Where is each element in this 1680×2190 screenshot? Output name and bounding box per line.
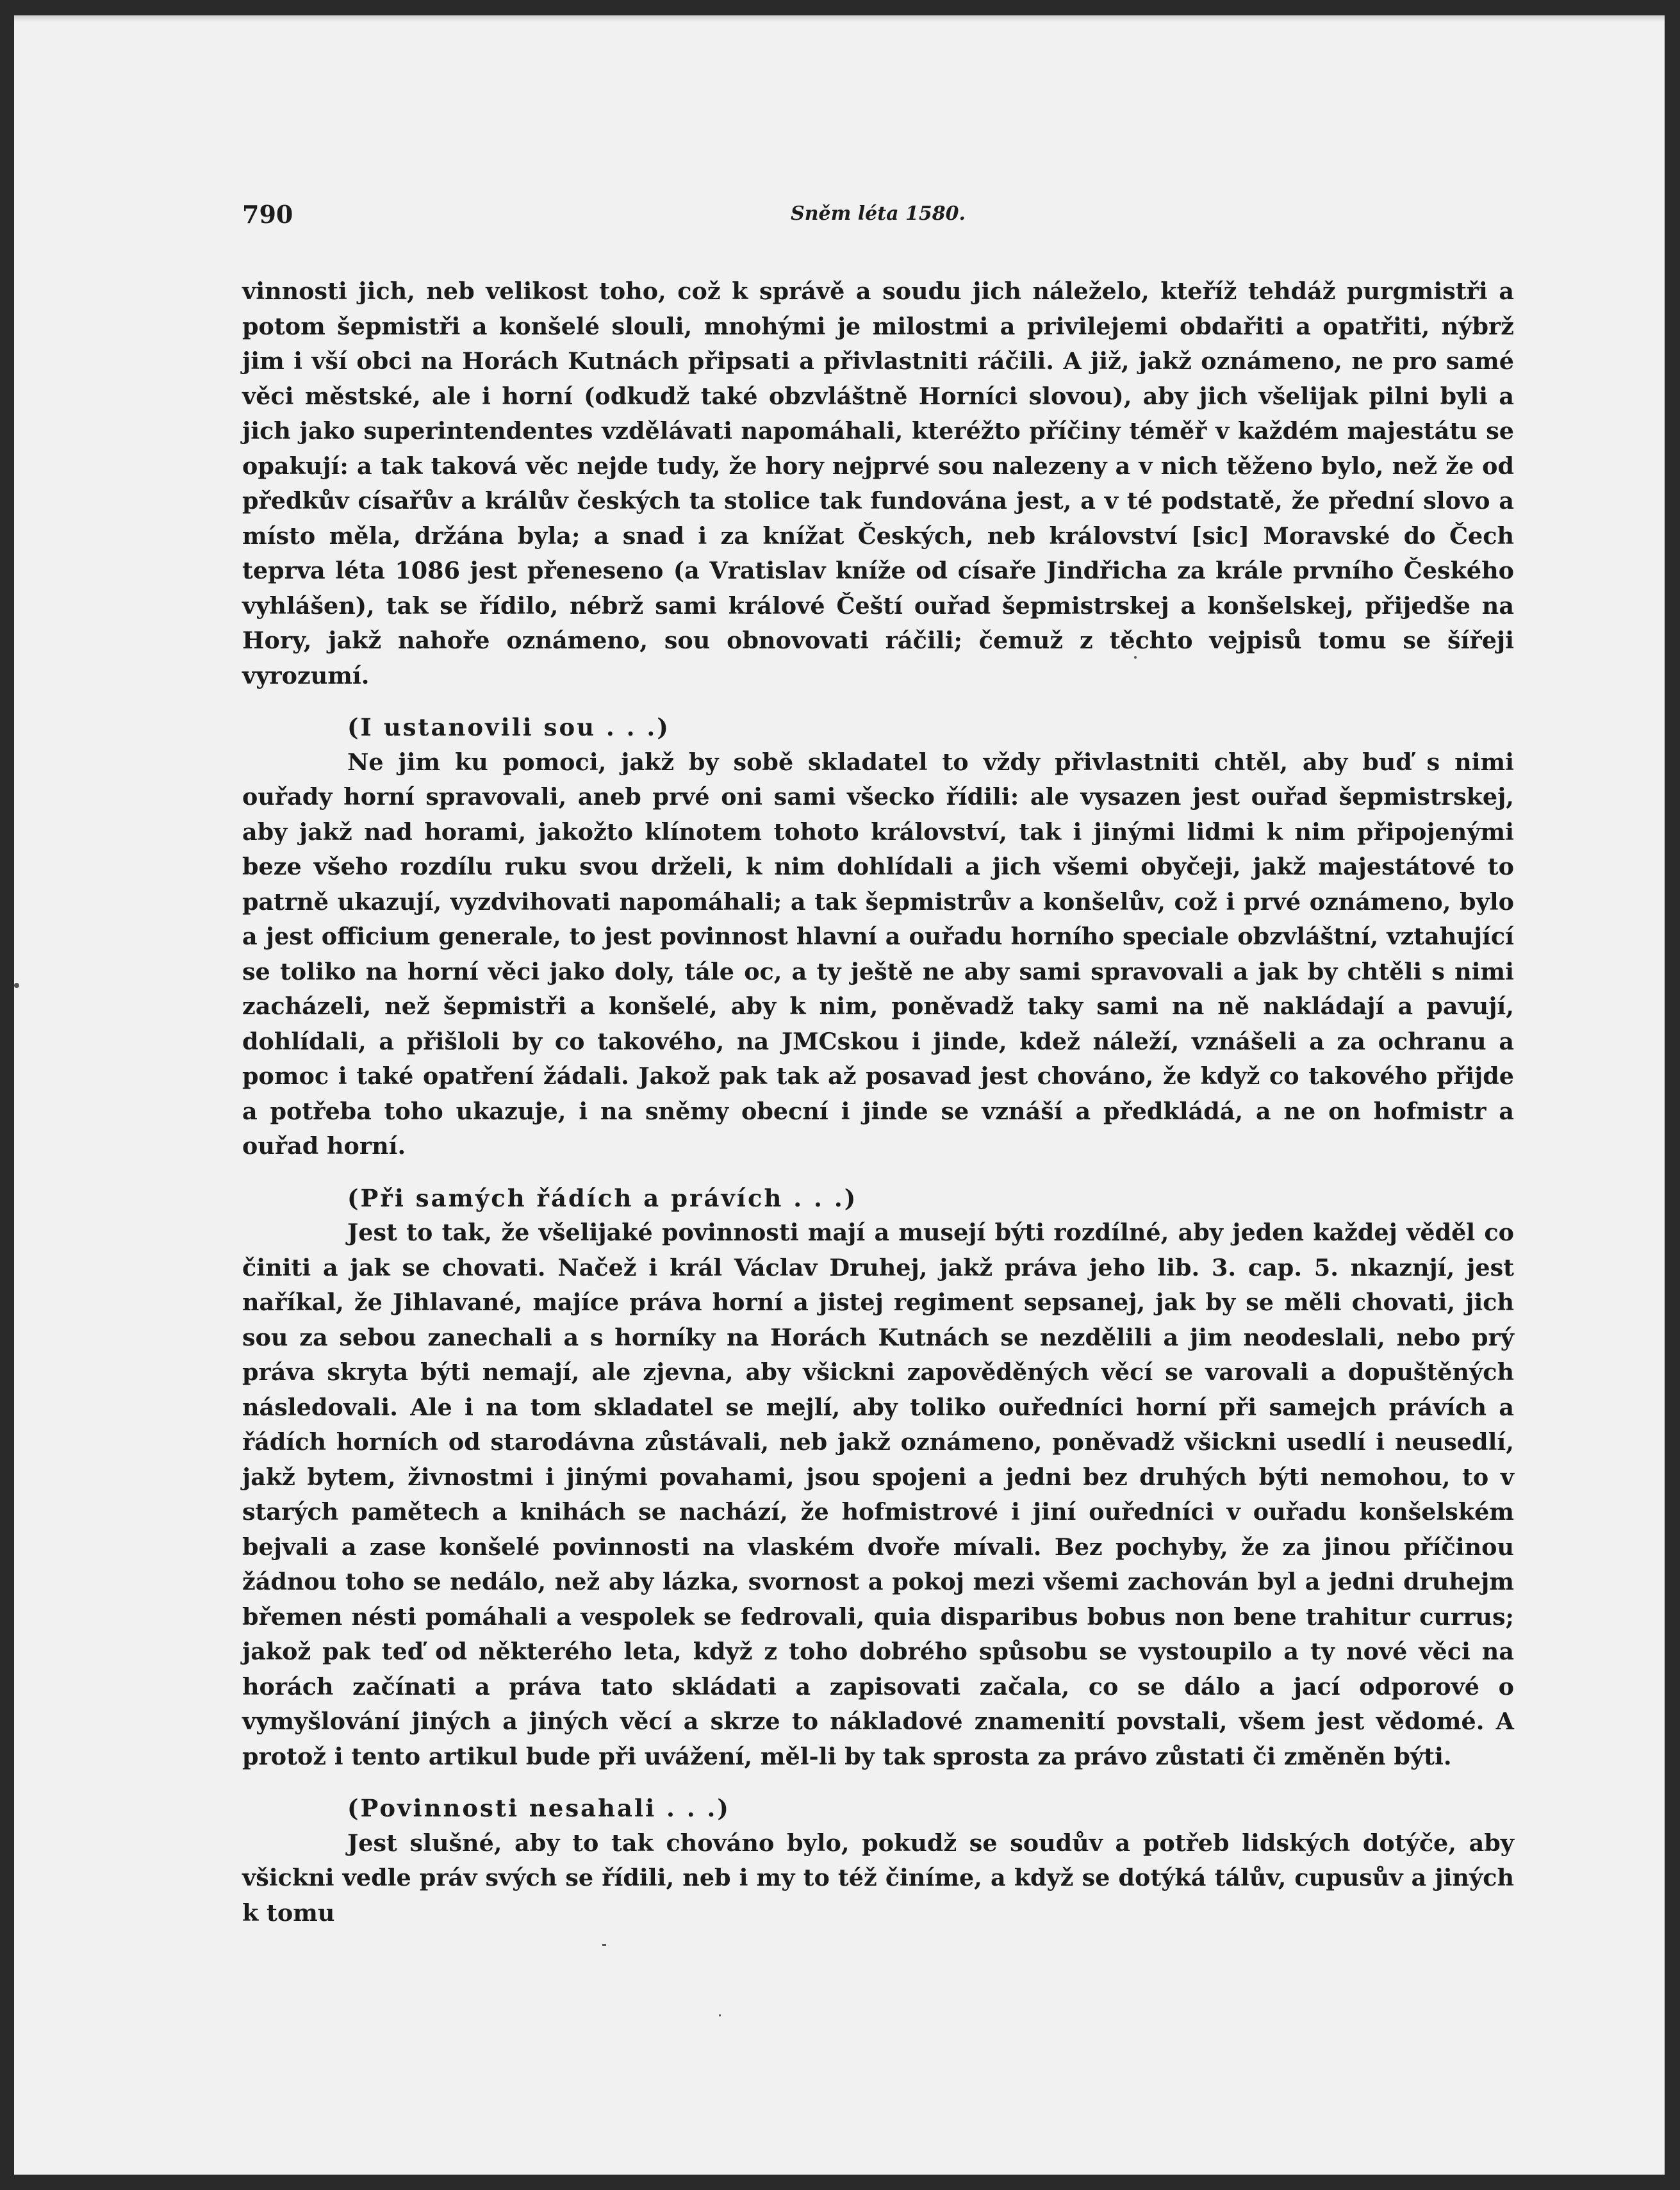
document-body	[242, 274, 1514, 1931]
scan-speck	[14, 983, 19, 988]
scan-speck	[719, 2014, 721, 2016]
scan-speck	[602, 1944, 606, 1946]
section-heading-1: (I ustanovili sou . . .)	[347, 713, 670, 741]
page-header	[242, 200, 1514, 238]
section-paragraph-2: Jest to tak, že všelijaké povinnosti mají a musejí býti rozdílné, aby jeden každej věděl co činiti a jak se chovati. Načež i král Václav Druhej, jakž práva jeho lib. 3. cap. 5. nkaznjí, jest naříkal, že Jihlavané, majíce práva horní a jistej regiment sepsanej, jak by se měli chovati, jich sou za sebou zanechali a s horníky na Horách Kutnách se nezdělili a jim neodeslali, nebo prý práva skryta býti nemají, ale zjevna, aby všickni zapověděných věcí se varovali a dopuštěných následovali. Ale i na tom skladatel se mejlí, aby toliko ouředníci horní při samejch právích a řádích horních od starodávna zůstávali, neb jakž oznámeno, poněvadž všickni usedlí i neusedlí, jakž bytem, živnostmi i jinými povahami, jsou spojeni a jedni bez druhých býti nemohou, to v starých pamětech a knihách se nachází, že hofmistrové i jiní ouředníci v ouřadu konšelském bejvali a zase konšelé povinnosti na vlaském dvoře mívali. Bez pochyby, že za jinou příčinou žádnou toho se nedálo, než aby lázka, svornost a pokoj mezi všemi zachován byl a jedni druhejm břemen nésti pomáhali a vespolek se fedrovali, quia disparibus bobus non bene trahitur currus; jakož pak teď od některého leta, když z toho dobrého spůsobu se vystoupilo a ty nové věci na horách začínati a práva tato skládati a zapisovati začala, co se dálo a jací odporové o vymyšlování jiných a jiných věcí a skrze to nákladové znamenití povstali, všem jest vědomé. A protož i tento artikul bude při uvážení, měl-li by tak sprosta za právo zůstati či změněn býti.	[242, 1219, 1514, 1770]
page-top-shadow	[14, 15, 1665, 22]
scan-speck	[1134, 656, 1137, 659]
section-paragraph-3: Jest slušné, aby to tak chováno bylo, pokudž se soudův a potřeb lidských dotýče, aby všickni vedle práv svých se řídili, neb i my to též činíme, a když se dotýká tálův, cupusův a jiných k tomu	[242, 1829, 1514, 1927]
section-heading-2: (Při samých řádích a právích . . .)	[347, 1183, 858, 1212]
page-number: 790	[242, 200, 293, 229]
intro-paragraph: vinnosti jich, neb velikost toho, což k správě a soudu jich náleželo, kteříž tehdáž purgmistři a potom šepmistři a konšelé slouli, mnohými je milostmi a privilejemi obdařiti a opatřiti, nýbrž jim i vší obci na Horách Kutnách připsati a přivlastniti ráčili. A již, jakž oznámeno, ne pro samé věci městské, ale i horní (odkudž také obzvláštně Horníci slovou), aby jich všelijak pilni byli a jich jako superintendentes vzdělávati napomáhali, kteréžto příčiny téměř v každém majestátu se opakují: a tak taková věc nejde tudy, že hory nejprvé sou nalezeny a v nich těženo bylo, než že od předkův císařův a králův českých ta stolice tak fundována jest, a v té podstatě, že přední slovo a místo měla, držána byla; a snad i za knížat Českých, neb království [sic] Moravské do Čech teprva léta 1086 jest přeneseno (a Vratislav kníže od císaře Jindřicha za krále prvního Českého vyhlášen), tak se řídilo, nébrž sami králové Čeští ouřad šepmistrskej a konšelskej, přijedše na Hory, jakž nahoře oznámeno, sou obnovovati ráčili; čemuž z těchto vejpisů tomu se šířeji vyrozumí.	[242, 277, 1514, 689]
running-title: Sněm léta 1580.	[791, 202, 966, 225]
scanned-page	[14, 15, 1665, 2175]
section-paragraph-1: Ne jim ku pomoci, jakž by sobě skladatel to vždy přivlastniti chtěl, aby buď s nimi ouřady horní spravovali, aneb prvé oni sami všecko řídili: ale vysazen jest ouřad šepmistrskej, aby jakž nad horami, jakožto klínotem tohoto království, tak i jinými lidmi k nim připojenými beze všeho rozdílu ruku svou drželi, k nim dohlídali a jich všemi obyčeji, jakž majestátové to patrně ukazují, vyzdvihovati napomáhali; a tak šepmistrův a konšelův, což i prvé oznámeno, bylo a jest officium generale, to jest povinnost hlavní a ouřadu horního speciale obzvláštní, vztahující se toliko na horní věci jako doly, tále oc, a ty ještě ne aby sami spravovali a jak by chtěli s nimi zacházeli, než šepmistři a konšelé, aby k nim, poněvadž taky sami na ně nakládají a pavují, dohlídali, a přišloli by co takového, na JMCskou i jinde, kdež náleží, vznášeli a za ochranu a pomoc i také opatření žádali. Jakož pak tak až posavad jest chováno, že když co takového přijde a potřeba toho ukazuje, i na sněmy obecní i jinde se vznáší a předkládá, a ne on hofmistr a ouřad horní.	[242, 748, 1514, 1160]
section-heading-3: (Povinnosti nesahali . . .)	[347, 1794, 730, 1822]
